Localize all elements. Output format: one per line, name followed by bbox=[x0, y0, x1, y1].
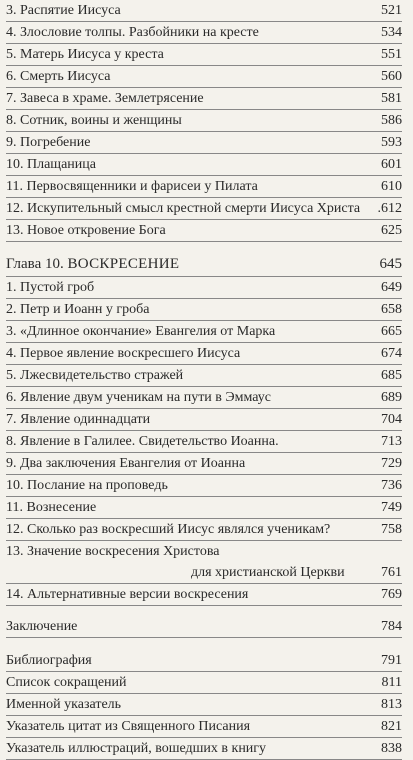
toc-entry bbox=[6, 198, 402, 220]
toc-entry-title: 11. Вознесение bbox=[6, 500, 97, 515]
toc-entry-title: 4. Первое явление воскресшего Иисуса bbox=[6, 346, 241, 361]
toc-entry bbox=[6, 584, 402, 606]
toc-entry-title: 14. Альтернативные версии воскресения bbox=[6, 587, 249, 602]
toc-entry bbox=[6, 365, 402, 387]
toc-entry bbox=[6, 497, 402, 519]
toc-entry-line1 bbox=[6, 541, 402, 562]
toc-entry-title: 8. Явление в Галилее. Свидетельство Иоанна. bbox=[6, 434, 279, 449]
toc-entry bbox=[6, 650, 402, 672]
toc-entry bbox=[6, 343, 402, 365]
spacer bbox=[6, 242, 402, 252]
toc-entry-title: 6. Смерть Иисуса bbox=[6, 69, 111, 84]
spacer bbox=[6, 638, 402, 650]
toc-entry bbox=[6, 716, 402, 738]
toc-entry bbox=[6, 431, 402, 453]
toc-entry-title: 9. Погребение bbox=[6, 135, 91, 150]
chapter-name: ВОСКРЕСЕНИЕ bbox=[67, 256, 180, 272]
toc-entry-title: Библиография bbox=[6, 653, 92, 668]
toc-entry-title-cont: для христианской Церкви bbox=[191, 565, 345, 580]
toc-entry-page: 560 bbox=[381, 69, 402, 84]
toc-entry-title: 12. Сколько раз воскресший Иисус являлся ученикам? bbox=[6, 522, 331, 537]
toc-entry-page: 736 bbox=[381, 478, 402, 493]
toc-entry-page: 593 bbox=[381, 135, 402, 150]
table-of-contents bbox=[6, 0, 402, 760]
toc-entry-title: 7. Завеса в храме. Землетрясение bbox=[6, 91, 204, 106]
toc-entry-title: 13. Новое откровение Бога bbox=[6, 223, 166, 238]
toc-entry-page: 665 bbox=[381, 324, 402, 339]
toc-entry-title: 10. Плащаница bbox=[6, 157, 96, 172]
toc-entry-title: 3. Распятие Иисуса bbox=[6, 3, 121, 18]
toc-entry bbox=[6, 44, 402, 66]
toc-entry-title: 3. «Длинное окончание» Евангелия от Марка bbox=[6, 324, 276, 339]
toc-entry bbox=[6, 154, 402, 176]
toc-entry-page: 713 bbox=[381, 434, 402, 449]
toc-entry-page: 521 bbox=[381, 3, 402, 18]
toc-entry-page: 581 bbox=[381, 91, 402, 106]
chapter-prefix: Глава 10. bbox=[6, 256, 64, 272]
toc-entry-page: 821 bbox=[381, 719, 402, 734]
toc-entry bbox=[6, 0, 402, 22]
spacer bbox=[6, 606, 402, 616]
toc-entry-title: Список сокращений bbox=[6, 675, 127, 690]
toc-entry-page: 601 bbox=[381, 157, 402, 172]
toc-entry bbox=[6, 738, 402, 760]
toc-entry bbox=[6, 110, 402, 132]
toc-entry-title: 1. Пустой гроб bbox=[6, 280, 95, 295]
toc-entry bbox=[6, 321, 402, 343]
toc-entry bbox=[6, 672, 402, 694]
toc-entry-title: 9. Два заключения Евангелия от Иоанна bbox=[6, 456, 246, 471]
toc-entry-title: 12. Искупительный смысл крестной смерти Иисуса Христа bbox=[6, 201, 361, 216]
toc-entry-line2 bbox=[6, 562, 402, 584]
toc-entry-page: 838 bbox=[381, 741, 402, 756]
toc-entry-page: 811 bbox=[381, 675, 402, 690]
toc-entry bbox=[6, 66, 402, 88]
toc-entry-title: 11. Первосвященники и фарисеи у Пилата bbox=[6, 179, 258, 194]
toc-entry-page: 674 bbox=[381, 346, 402, 361]
toc-entry bbox=[6, 616, 402, 638]
toc-entry-page: 704 bbox=[381, 412, 402, 427]
toc-entry bbox=[6, 694, 402, 716]
toc-entry-title: Указатель цитат из Священного Писания bbox=[6, 719, 251, 734]
toc-entry-page: 729 bbox=[381, 456, 402, 471]
toc-entry bbox=[6, 409, 402, 431]
toc-entry-page: 758 bbox=[381, 522, 402, 537]
toc-entry-page: 551 bbox=[381, 47, 402, 62]
toc-entry bbox=[6, 519, 402, 541]
chapter-title bbox=[6, 252, 179, 276]
toc-entry-page: 658 bbox=[381, 302, 402, 317]
toc-entry-title: Указатель иллюстраций, вошедших в книгу bbox=[6, 741, 267, 756]
toc-entry-page: 685 bbox=[381, 368, 402, 383]
toc-entry-page: 586 bbox=[381, 113, 402, 128]
toc-entry-page: 610 bbox=[381, 179, 402, 194]
toc-entry-title: 13. Значение воскресения Христова bbox=[6, 544, 220, 559]
toc-entry bbox=[6, 176, 402, 198]
toc-entry-page: 791 bbox=[381, 653, 402, 668]
chapter-heading bbox=[6, 252, 402, 277]
toc-entry-page: 761 bbox=[381, 565, 402, 580]
toc-entry-page: .612 bbox=[377, 201, 402, 216]
toc-entry-page: 649 bbox=[381, 280, 402, 295]
toc-entry-title: 5. Лжесвидетельство стражей bbox=[6, 368, 184, 383]
toc-entry-title: 6. Явление двум ученикам на пути в Эммаус bbox=[6, 390, 271, 405]
toc-entry-title: Именной указатель bbox=[6, 697, 122, 712]
toc-entry-page: 749 bbox=[381, 500, 402, 515]
toc-entry bbox=[6, 277, 402, 299]
toc-entry-page: 534 bbox=[381, 25, 402, 40]
toc-entry-page: 625 bbox=[381, 223, 402, 238]
toc-entry-title: 5. Матерь Иисуса у креста bbox=[6, 47, 164, 62]
toc-entry-title: 2. Петр и Иоанн у гроба bbox=[6, 302, 150, 317]
toc-entry-page: 784 bbox=[381, 619, 402, 634]
toc-entry bbox=[6, 132, 402, 154]
toc-entry-page: 769 bbox=[381, 587, 402, 602]
toc-entry bbox=[6, 453, 402, 475]
toc-entry bbox=[6, 299, 402, 321]
toc-entry-page: 689 bbox=[381, 390, 402, 405]
toc-entry bbox=[6, 88, 402, 110]
toc-entry-title: 10. Послание на проповедь bbox=[6, 478, 168, 493]
toc-entry-title: Заключение bbox=[6, 619, 78, 634]
toc-entry-title: 8. Сотник, воины и женщины bbox=[6, 113, 182, 128]
toc-entry-title: 7. Явление одиннадцати bbox=[6, 412, 151, 427]
toc-entry bbox=[6, 475, 402, 497]
toc-entry-title: 4. Злословие толпы. Разбойники на кресте bbox=[6, 25, 259, 40]
toc-entry-page: 813 bbox=[381, 697, 402, 712]
toc-entry bbox=[6, 387, 402, 409]
toc-entry bbox=[6, 22, 402, 44]
toc-entry bbox=[6, 220, 402, 242]
chapter-page: 645 bbox=[379, 256, 402, 272]
